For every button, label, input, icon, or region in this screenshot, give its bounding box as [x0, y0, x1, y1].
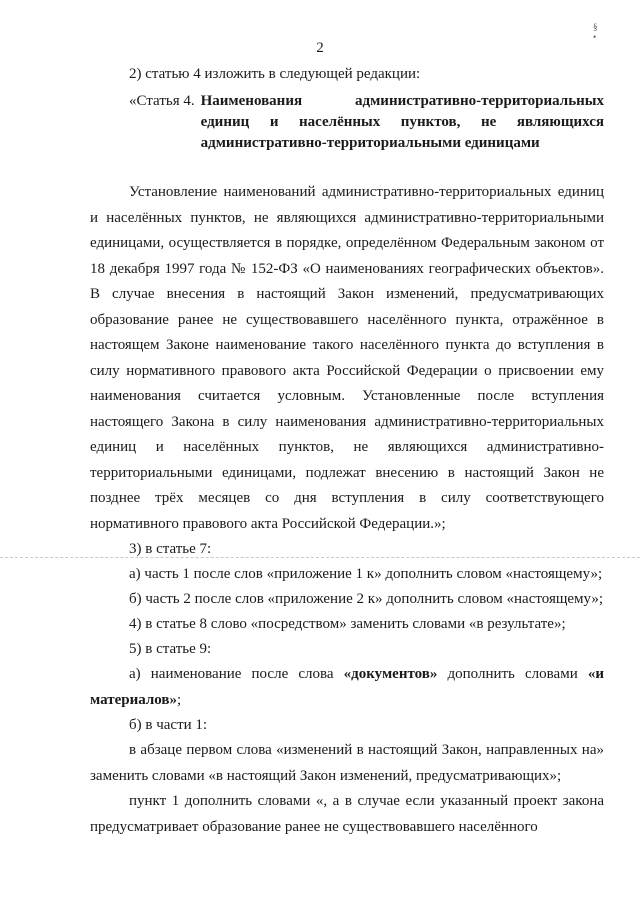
paragraph-first-abzac: в абзаце первом слова «изменений в настоящий Закон, направленных на» заменить словами «в настоящий Закон изменений, предусматривающих»;: [90, 742, 604, 784]
paragraph-item-3b: б) часть 2 после слов «приложение 2 к» дополнить словом «настоящему»;: [129, 591, 604, 607]
paragraph-item-5a: [90, 662, 604, 713]
item-5a-text-end: ;: [177, 691, 182, 708]
corner-mark-1: §: [593, 22, 598, 32]
document-body: [90, 62, 604, 840]
page-number: 2: [316, 40, 324, 56]
article-title: Наименования административно-территориальных единиц и населённых пунктов, не являющихся административно-территориальными единицами: [200, 93, 604, 151]
paragraph-item-3a: а) часть 1 после слов «приложение 1 к» дополнить словом «настоящему»;: [129, 566, 603, 582]
article-heading: [90, 91, 604, 154]
item-5a-text-mid: дополнить словами: [437, 666, 588, 682]
item-5a-bold-materials: «и материалов»: [90, 666, 604, 708]
corner-mark-2: •: [593, 32, 597, 42]
paragraph-point-1: пункт 1 дополнить словами «, а в случае если указанный проект закона предусматривает образование ранее не существовавшего населённого: [90, 793, 604, 835]
paragraph-item-3: 3) в статье 7:: [129, 541, 212, 557]
spacer: [90, 154, 604, 180]
article-number: «Статья 4.: [129, 93, 195, 109]
paragraph-article-text: Установление наименований административно-территориальных единиц и населённых пунктов, не являющихся административно-территориальными единицами, осуществляется в порядке, определённом Федеральным законом от 18 декабря 1997 года № 152-ФЗ «О наименованиях географических объектов». В случае внесения в настоящий Закон изменений, предусматривающих образование ранее не существовавшего населённого пункта, отражённое в настоящем Законе наименование такого населённого пункта до вступления в силу нормативного правового акта Российской Федерации о присвоении ему наименования считается условным. Установленные после вступления настоящего Закона в силу наименования административно-территориальных единиц и населённых пунктов, не являющихся административно-территориальными единицами, подлежат внесению в настоящий Закон не позднее трёх месяцев со дня вступления в силу соответствующего нормативного правового акта Российской Федерации.»;: [90, 184, 604, 532]
scan-artifact-line: [0, 557, 640, 558]
paragraph-item-2: 2) статью 4 изложить в следующей редакции:: [129, 66, 421, 82]
corner-marks: [593, 22, 598, 42]
paragraph-item-4: 4) в статье 8 слово «посредством» заменить словами «в результате»;: [129, 616, 566, 632]
item-5a-bold-documents: «документов»: [343, 666, 438, 682]
item-5a-text-start: а) наименование после слова: [129, 666, 344, 682]
paragraph-item-5: 5) в статье 9:: [129, 641, 212, 657]
paragraph-item-5b: б) в части 1:: [129, 717, 208, 733]
